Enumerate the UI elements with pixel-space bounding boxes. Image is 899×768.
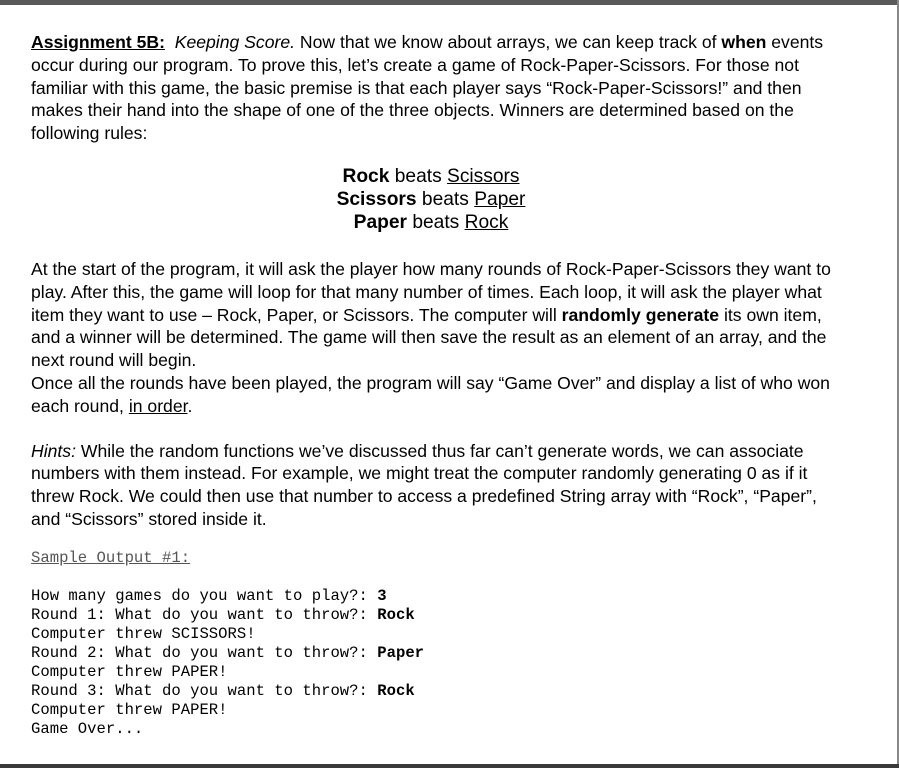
intro-paragraph [31, 31, 831, 145]
rule-line [31, 165, 831, 188]
document-page [31, 31, 831, 739]
hints-paragraph [31, 440, 831, 531]
intro-text-b: events occur during our program. To prove this, let’s create a game of Rock-Paper-Scissors. For those not familiar with this game, the basic premise is that each player says “Rock-Paper-Scissors!” and then makes their hand into the shape of one of the three objects. Winners are determined based on the following rules: [31, 32, 824, 144]
output-line [31, 606, 831, 625]
output-line [31, 663, 831, 682]
top-border [0, 0, 899, 5]
rules-block [31, 165, 831, 234]
rule-verb: beats [394, 165, 442, 187]
output-line [31, 701, 831, 720]
output-input: 3 [377, 586, 387, 605]
desc-bold: randomly generate [561, 304, 720, 325]
output-prompt: Computer threw PAPER! [31, 700, 228, 719]
output-prompt: Computer threw SCISSORS! [31, 624, 256, 643]
program-description [31, 258, 831, 372]
assignment-subtitle: Keeping Score. [174, 32, 296, 52]
rule-winner: Paper [353, 211, 407, 233]
assignment-label: Assignment 5B: [31, 32, 165, 52]
intro-when: when [721, 32, 767, 52]
output-line [31, 720, 831, 739]
output-line [31, 644, 831, 663]
desc-text-a: At the start of the program, it will ask the player how many rounds of Rock-Paper-Scissors they want to play. After this, the game will loop for that many number of times. Each loop, it will ask the player what item they want to use – Rock, Paper, or Scissors. The computer will [31, 258, 831, 325]
rule-loser: Rock [464, 211, 509, 233]
desc-text-b: its own item, and a winner will be determined. The game will then save the result as an element of an array, and the next round will begin. [31, 304, 827, 371]
rule-winner: Rock [342, 165, 390, 187]
output-prompt: Round 1: What do you want to throw?: [31, 605, 378, 624]
hints-text: While the random functions we’ve discussed thus far can’t generate words, we can associate numbers with them instead. For example, we might treat the computer randomly generating 0 as if it threw Rock. We could then use that number to access a predefined String array with “Rock”, “Paper”, and “Scissors” stored inside it. [31, 440, 817, 529]
sample-output [31, 587, 831, 739]
output-input: Rock [377, 605, 415, 624]
output-prompt: Game Over... [31, 719, 144, 738]
output-prompt: Round 2: What do you want to throw?: [31, 643, 378, 662]
output-prompt: Round 3: What do you want to throw?: [31, 681, 378, 700]
output-prompt: Computer threw PAPER! [31, 662, 228, 681]
output-input: Rock [377, 681, 415, 700]
output-prompt: How many games do you want to play?: [31, 586, 378, 605]
game-over-paragraph [31, 372, 831, 418]
rule-loser: Paper [474, 188, 526, 210]
rule-line [31, 211, 831, 234]
sample-output-title: Sample Output #1: [31, 548, 191, 567]
output-input: Paper [377, 643, 425, 662]
rule-verb: beats [412, 211, 460, 233]
rule-verb: beats [421, 188, 469, 210]
rule-line [31, 188, 831, 211]
rule-loser: Scissors [447, 165, 520, 187]
gameover-text-b: . [187, 395, 193, 416]
gameover-underlined: in order [128, 395, 188, 416]
rule-winner: Scissors [336, 188, 417, 210]
output-line [31, 682, 831, 701]
bottom-border [0, 764, 899, 768]
intro-text-a: Now that we know about arrays, we can keep track of [299, 32, 717, 52]
output-line [31, 587, 831, 606]
output-line [31, 625, 831, 644]
hints-label: Hints: [31, 440, 76, 461]
gameover-text-a: Once all the rounds have been played, the program will say “Game Over” and display a list of who won each round, [31, 372, 830, 416]
